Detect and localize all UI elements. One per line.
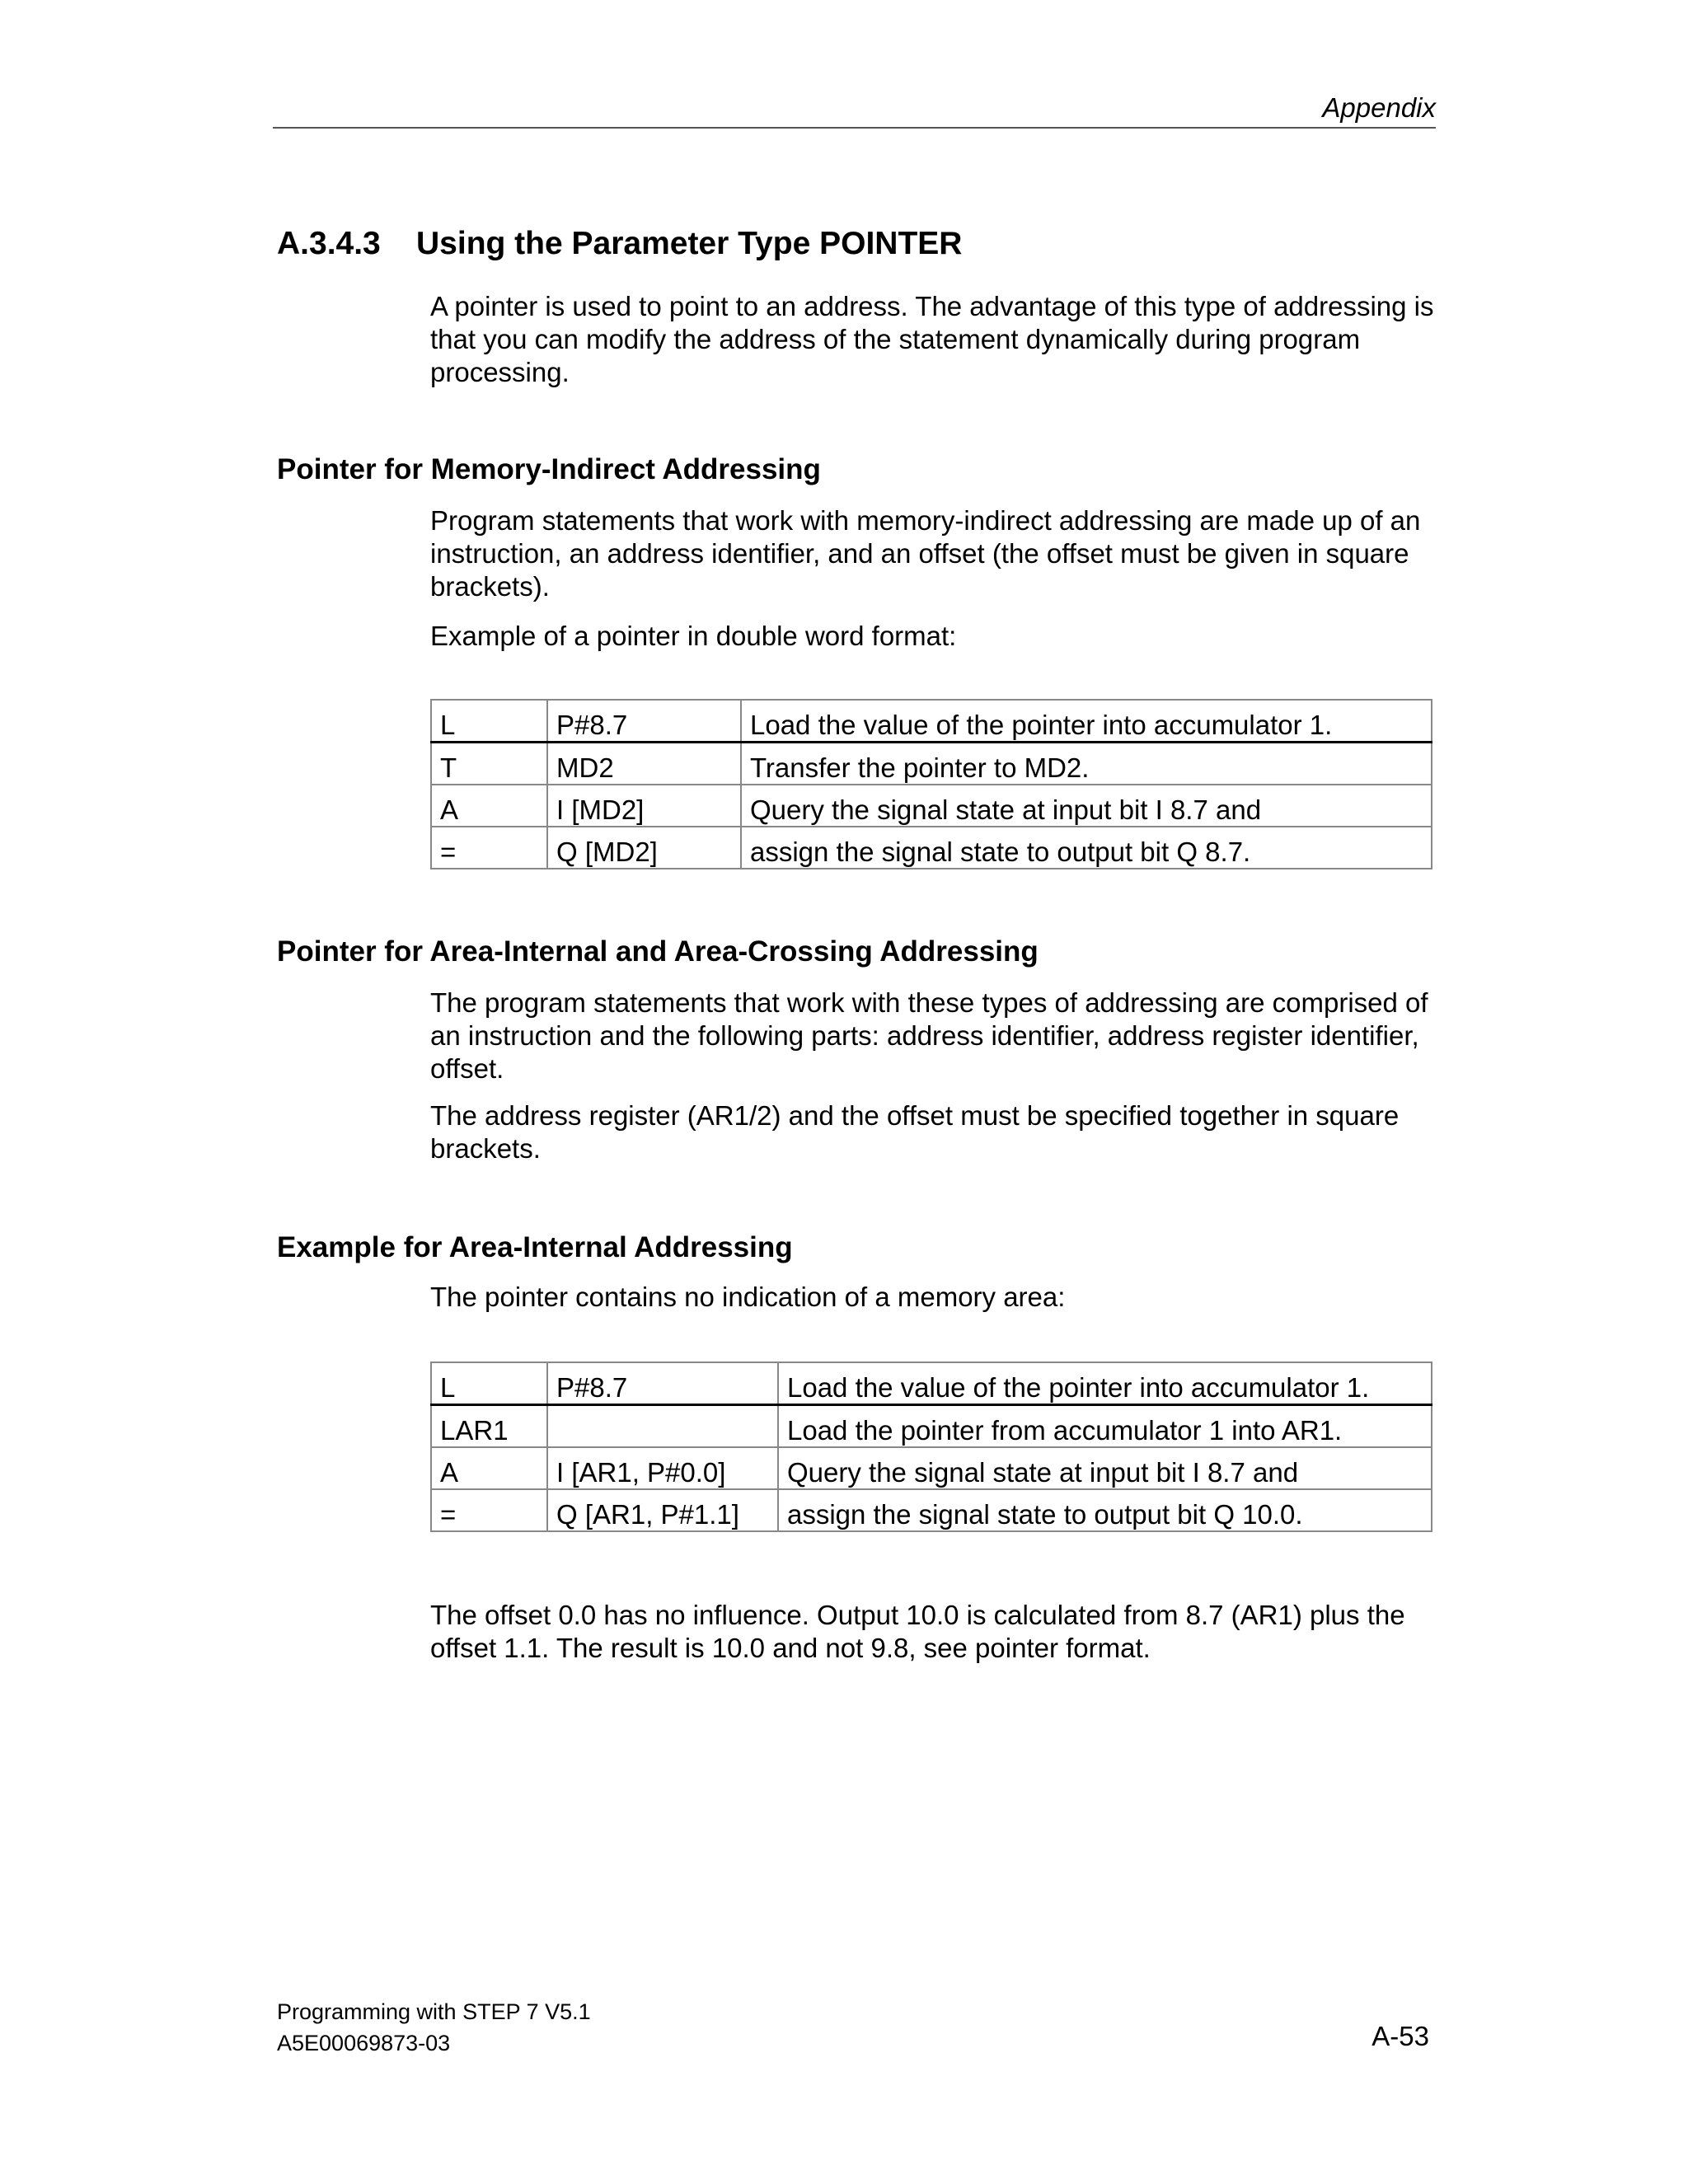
- comment-cell: Query the signal state at input bit I 8.7 and: [741, 785, 1432, 827]
- address-cell: [547, 1405, 778, 1448]
- comment-cell: assign the signal state to output bit Q 10.0.: [778, 1489, 1432, 1531]
- instruction-cell: A: [431, 785, 547, 827]
- comment-cell: Load the value of the pointer into accumulator 1.: [778, 1362, 1432, 1405]
- table-row: [431, 1447, 1432, 1489]
- memory-indirect-example-intro: Example of a pointer in double word format:: [430, 621, 957, 651]
- address-cell: MD2: [547, 743, 741, 785]
- memory-indirect-table: [430, 699, 1432, 869]
- footer-manual-title: Programming with STEP 7 V5.1: [277, 1999, 591, 2024]
- instruction-cell: =: [431, 1489, 547, 1531]
- example-table: [430, 1361, 1432, 1532]
- instruction-cell: =: [431, 827, 547, 869]
- table-row: [431, 827, 1432, 869]
- comment-cell: assign the signal state to output bit Q 8.7.: [741, 827, 1432, 869]
- memory-indirect-paragraph: Program statements that work with memory-indirect addressing are made up of an instruction, an address identifier, and an offset (the offset must be given in square brackets).: [430, 505, 1421, 602]
- running-header: Appendix: [1322, 92, 1436, 123]
- instruction-cell: T: [431, 743, 547, 785]
- memory-indirect-heading: Pointer for Memory-Indirect Addressing: [277, 453, 821, 485]
- instruction-cell: LAR1: [431, 1405, 547, 1448]
- section-heading: [277, 226, 962, 262]
- comment-cell: Transfer the pointer to MD2.: [741, 743, 1432, 785]
- table-row: [431, 743, 1432, 785]
- section-title: Using the Parameter Type POINTER: [416, 226, 963, 261]
- address-cell: I [AR1, P#0.0]: [547, 1447, 778, 1489]
- address-cell: P#8.7: [547, 1362, 778, 1405]
- example-heading: Example for Area-Internal Addressing: [277, 1231, 793, 1263]
- address-cell: I [MD2]: [547, 785, 741, 827]
- footer-left: [277, 1996, 591, 2059]
- comment-cell: Load the pointer from accumulator 1 into AR1.: [778, 1405, 1432, 1448]
- instruction-cell: A: [431, 1447, 547, 1489]
- example-intro: The pointer contains no indication of a memory area:: [430, 1282, 1066, 1312]
- page-number: A-53: [1372, 2021, 1429, 2051]
- footer-doc-number: A5E00069873-03: [277, 2031, 451, 2055]
- table-row: [431, 700, 1432, 743]
- address-cell: Q [MD2]: [547, 827, 741, 869]
- header-rule: [273, 127, 1436, 129]
- instruction-cell: L: [431, 700, 547, 743]
- table-row: [431, 785, 1432, 827]
- address-cell: Q [AR1, P#1.1]: [547, 1489, 778, 1531]
- table-row: [431, 1489, 1432, 1531]
- intro-paragraph: A pointer is used to point to an address. The advantage of this type of addressing is that you can modify the address of the statement dynamically during program processing.: [430, 291, 1434, 387]
- area-addressing-paragraph: The program statements that work with these types of addressing are comprised of an instruction and the following parts: address identifier, address register identifier, offset.: [430, 987, 1428, 1084]
- area-addressing-paragraph-2: The address register (AR1/2) and the offset must be specified together in square brackets.: [430, 1100, 1400, 1164]
- address-cell: P#8.7: [547, 700, 741, 743]
- instruction-cell: L: [431, 1362, 547, 1405]
- comment-cell: Load the value of the pointer into accumulator 1.: [741, 700, 1432, 743]
- table-row: [431, 1405, 1432, 1448]
- area-addressing-heading: Pointer for Area-Internal and Area-Crossing Addressing: [277, 935, 1039, 968]
- table-row: [431, 1362, 1432, 1405]
- section-number: A.3.4.3: [277, 226, 381, 261]
- example-conclusion: The offset 0.0 has no influence. Output 10.0 is calculated from 8.7 (AR1) plus the offset 1.1. The result is 10.0 and not 9.8, see pointer format.: [430, 1600, 1405, 1663]
- comment-cell: Query the signal state at input bit I 8.7 and: [778, 1447, 1432, 1489]
